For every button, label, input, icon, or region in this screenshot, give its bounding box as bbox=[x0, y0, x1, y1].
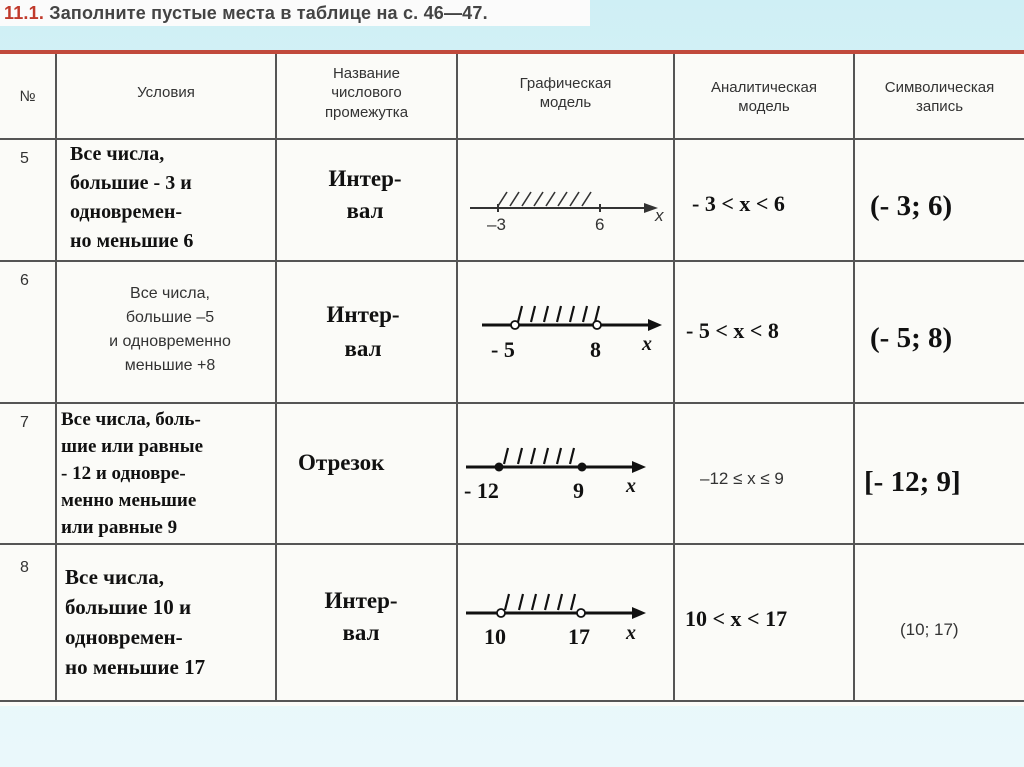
table-top-stripe bbox=[0, 50, 1024, 54]
graph-variable-label: x bbox=[655, 206, 664, 225]
header-conditions: Условия bbox=[137, 84, 195, 102]
open-point bbox=[577, 609, 585, 617]
row-conditions: Все числа, большие 10 и одновремен- но меньшие 17 bbox=[65, 565, 206, 679]
task-number: 11.1. bbox=[4, 3, 45, 23]
header-graphic-model: Графическая модель bbox=[519, 74, 612, 111]
graph-right-label: 6 bbox=[595, 215, 605, 234]
grid-line bbox=[0, 700, 1024, 702]
graph-left-label: 10 bbox=[484, 624, 506, 649]
task-text: Заполните пустые места в таблице на с. 46—47. bbox=[49, 3, 488, 23]
row-symbolic-notation: (- 5; 8) bbox=[870, 322, 953, 354]
header-analytic-model: Аналитическая модель bbox=[710, 78, 818, 115]
number-line-graphic bbox=[458, 404, 673, 543]
graph-left-label: –3 bbox=[487, 215, 506, 234]
open-point bbox=[511, 321, 519, 329]
row-interval-name: Интер- вал bbox=[326, 302, 400, 361]
task-title bbox=[4, 3, 488, 24]
row-conditions: Все числа, большие –5 и одновременно меньшие +8 bbox=[109, 285, 231, 374]
open-point bbox=[593, 321, 601, 329]
row-number: 8 bbox=[20, 559, 29, 576]
grid-line bbox=[275, 54, 277, 700]
graph-variable-label: x bbox=[626, 622, 636, 644]
row-number: 6 bbox=[20, 272, 29, 289]
closed-point bbox=[495, 463, 504, 472]
open-point bbox=[497, 609, 505, 617]
row-conditions: Все числа, большие - 3 и одновремен- но меньшие 6 bbox=[70, 143, 194, 252]
row-number: 5 bbox=[20, 150, 29, 167]
row-symbolic-notation: [- 12; 9] bbox=[864, 466, 961, 498]
graph-right-label: 8 bbox=[590, 337, 601, 362]
grid-line bbox=[853, 54, 855, 700]
number-line-graphic bbox=[458, 262, 673, 402]
row-conditions: Все числа, боль- шие или равные - 12 и одновре- менно меньшие или равные 9 bbox=[61, 409, 204, 538]
row-interval-name: Интер- вал bbox=[324, 588, 398, 645]
graph-variable-label: x bbox=[642, 333, 652, 355]
closed-point bbox=[578, 463, 587, 472]
number-line-graphic bbox=[458, 545, 673, 700]
header-interval-name: Название числового промежутка bbox=[324, 64, 409, 121]
header-symbolic: Символическая запись bbox=[884, 78, 995, 115]
graph-left-label: - 12 bbox=[464, 478, 499, 503]
task-header-bar bbox=[0, 0, 590, 26]
row-interval-name: Интер- вал bbox=[328, 166, 402, 223]
row-interval-name: Отрезок bbox=[298, 450, 385, 475]
graph-variable-label: x bbox=[626, 475, 636, 497]
graph-right-label: 9 bbox=[573, 478, 584, 503]
row-number: 7 bbox=[20, 414, 29, 431]
graph-left-label: - 5 bbox=[491, 337, 515, 362]
number-line-graphic bbox=[458, 140, 673, 260]
header-num: № bbox=[19, 88, 36, 106]
row-symbolic-notation: (10; 17) bbox=[900, 620, 959, 639]
row-symbolic-notation: (- 3; 6) bbox=[870, 190, 953, 222]
grid-line bbox=[673, 54, 675, 700]
row-analytic-model: - 3 < x < 6 bbox=[692, 191, 785, 216]
row-analytic-model: - 5 < x < 8 bbox=[686, 318, 779, 343]
row-analytic-model: 10 < x < 17 bbox=[685, 606, 788, 631]
graph-right-label: 17 bbox=[568, 624, 590, 649]
row-analytic-model: –12 ≤ x ≤ 9 bbox=[700, 469, 784, 488]
grid-line bbox=[55, 54, 57, 700]
